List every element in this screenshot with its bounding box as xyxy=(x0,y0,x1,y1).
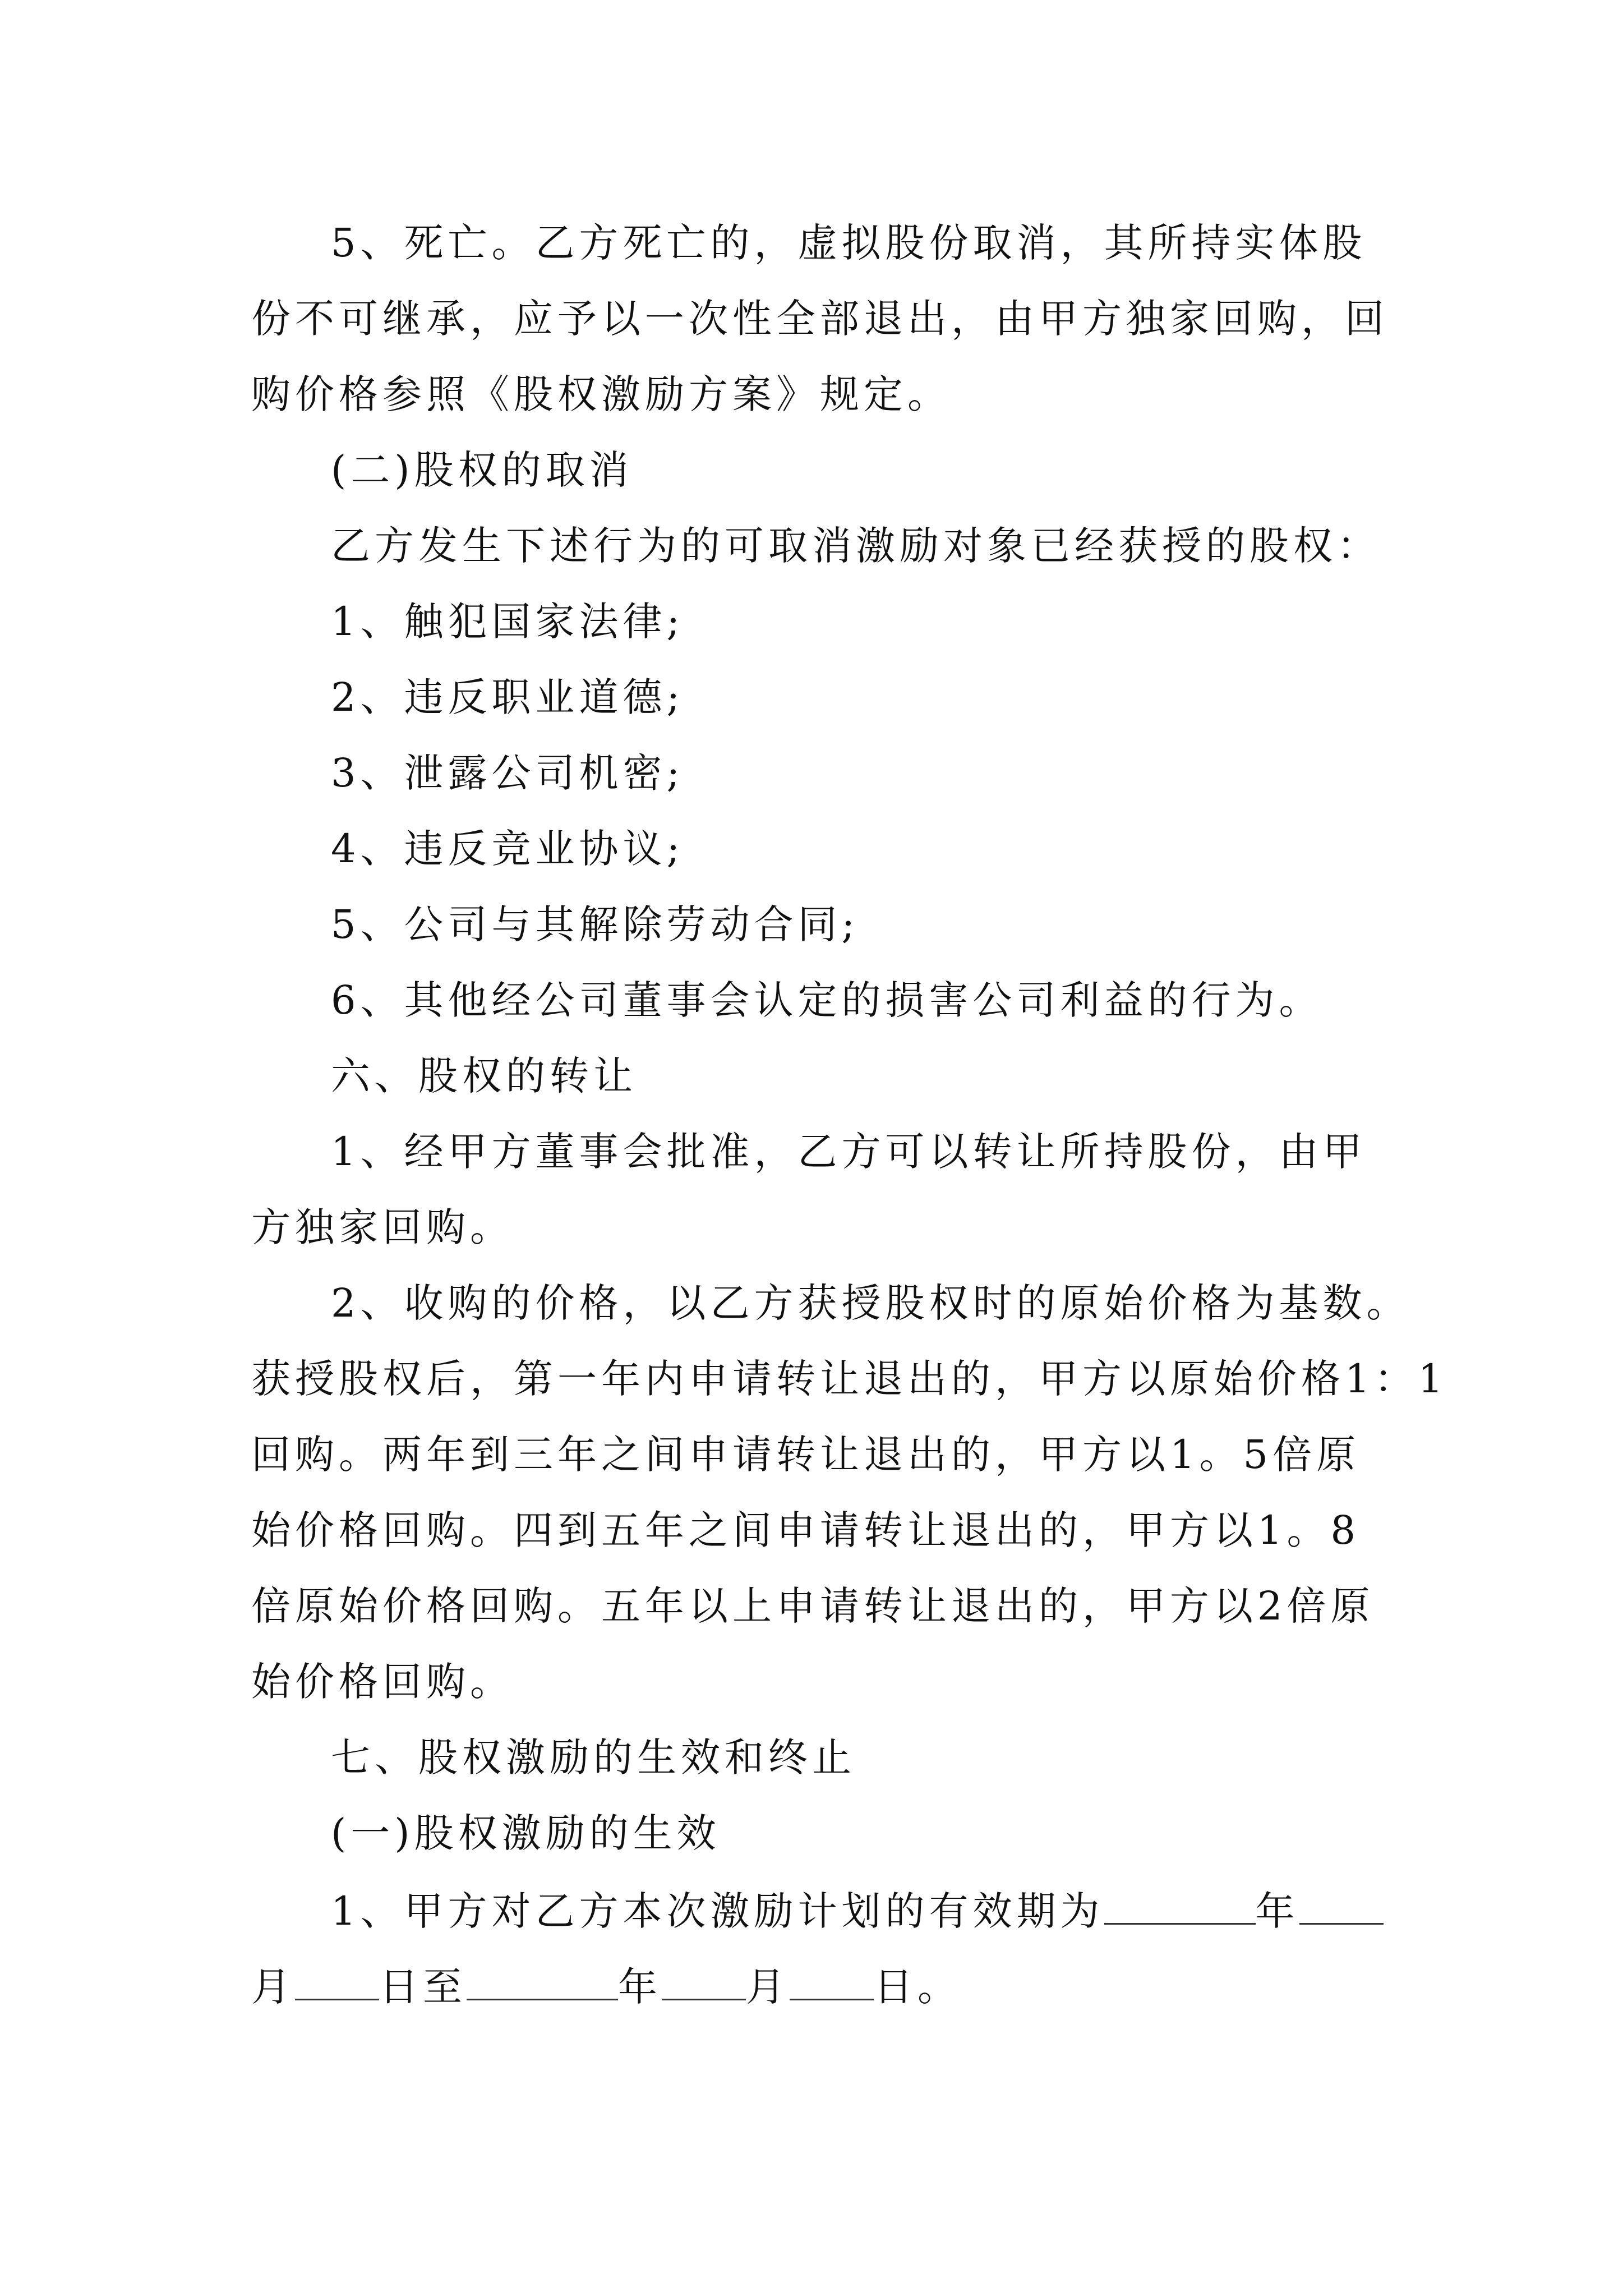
section-heading: 七、股权激励的生效和终止 xyxy=(331,1734,856,1780)
paragraph-line: 1、经甲方董事会批准，乙方可以转让所持股份，由甲 xyxy=(331,1129,1367,1175)
paragraph-line: 5、死亡。乙方死亡的，虚拟股份取消，其所持实体股 xyxy=(331,220,1367,266)
end-day-blank xyxy=(790,1965,874,2000)
day-blank xyxy=(295,1965,379,2000)
validity-line xyxy=(331,1888,1384,1934)
paragraph-line: 倍原始价格回购。五年以上申请转让退出的，甲方以2倍原 xyxy=(251,1583,1375,1629)
paragraph-line: 获授股权后，第一年内申请转让退出的，甲方以原始价格1：1 xyxy=(251,1356,1448,1402)
end-year-blank xyxy=(467,1965,618,2000)
month-blank xyxy=(1299,1889,1384,1925)
validity-prefix: 1、甲方对乙方本次激励计划的有效期为 xyxy=(331,1888,1104,1934)
list-item: 1、触犯国家法律; xyxy=(331,599,685,645)
list-item: 3、泄露公司机密; xyxy=(331,750,685,796)
end-month-blank xyxy=(662,1965,746,2000)
paragraph-line: 购价格参照《股权激励方案》规定。 xyxy=(251,371,951,417)
section-heading: (二)股权的取消 xyxy=(331,447,633,493)
list-item: 5、公司与其解除劳动合同; xyxy=(331,901,860,947)
end-year-label: 年 xyxy=(618,1964,662,2010)
paragraph-line: 方独家回购。 xyxy=(251,1204,514,1250)
paragraph-line: 始价格回购。四到五年之间申请转让退出的，甲方以1。8 xyxy=(251,1507,1361,1553)
month-label: 月 xyxy=(251,1964,295,2010)
paragraph-line: 2、收购的价格，以乙方获授股权时的原始价格为基数。 xyxy=(331,1280,1410,1326)
paragraph-line: 份不可继承，应予以一次性全部退出，由甲方独家回购，回 xyxy=(251,296,1389,342)
end-day-label: 日。 xyxy=(874,1964,961,2010)
section-heading: 六、股权的转让 xyxy=(331,1053,637,1099)
day-label: 日至 xyxy=(379,1964,467,2010)
list-item: 2、违反职业道德; xyxy=(331,674,685,720)
year-blank xyxy=(1104,1889,1256,1925)
paragraph-line: 回购。两年到三年之间申请转让退出的，甲方以1。5倍原 xyxy=(251,1432,1361,1478)
paragraph-line: 乙方发生下述行为的可取消激励对象已经获授的股权： xyxy=(331,523,1381,569)
list-item: 6、其他经公司董事会认定的损害公司利益的行为。 xyxy=(331,977,1323,1023)
end-month-label: 月 xyxy=(746,1964,790,2010)
validity-line-continued xyxy=(251,1964,961,2010)
paragraph-line: 始价格回购。 xyxy=(251,1659,514,1705)
subsection-heading: (一)股权激励的生效 xyxy=(331,1810,721,1856)
list-item: 4、违反竞业协议; xyxy=(331,826,685,872)
year-label: 年 xyxy=(1255,1888,1299,1934)
